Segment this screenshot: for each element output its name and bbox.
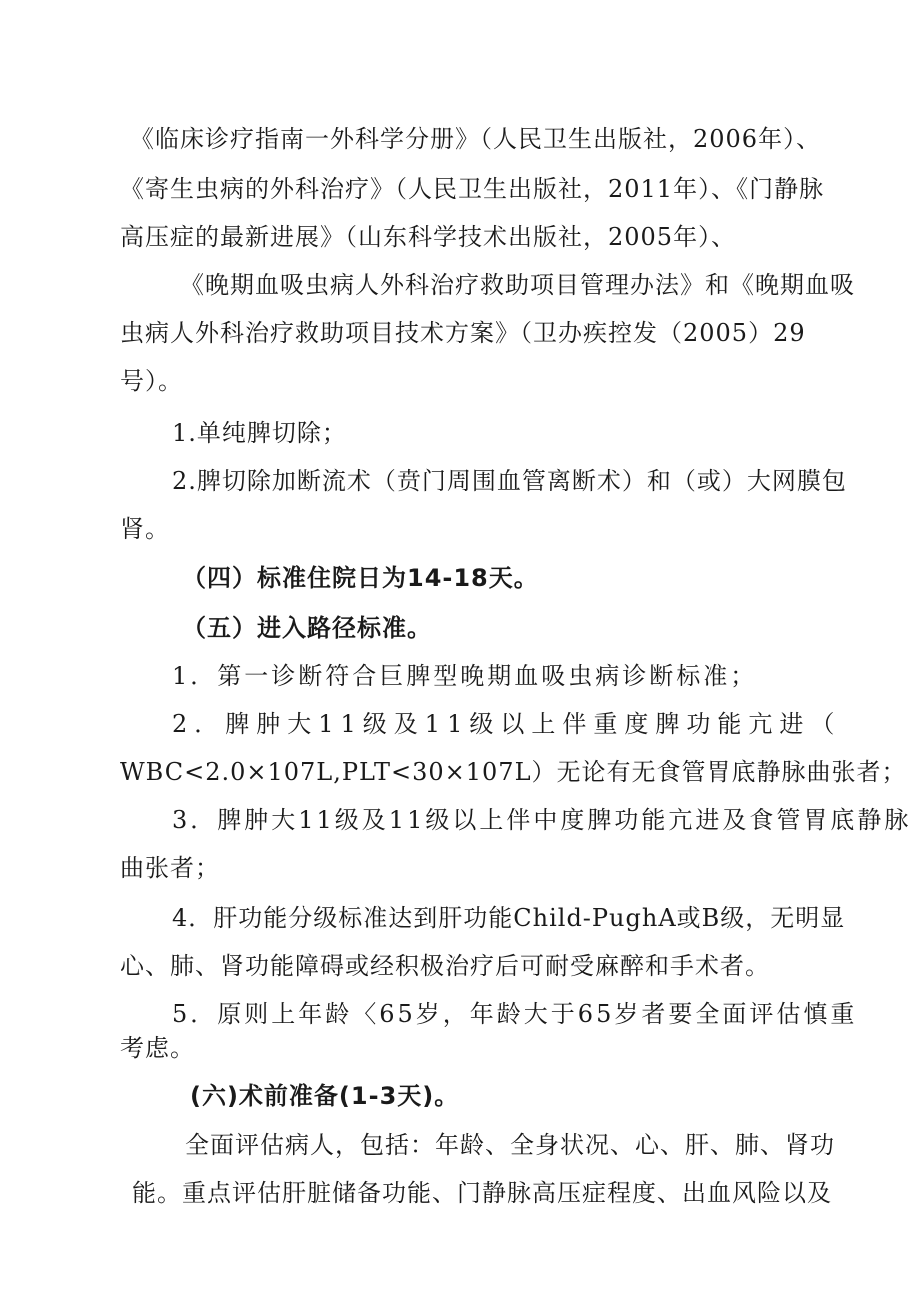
criterion-1: 1．第一诊断符合巨脾型晚期血吸虫病诊断标准；: [172, 662, 758, 690]
section-6-heading: (六)术前准备(1-3天)。: [190, 1082, 460, 1110]
reference-line-1: 《临床诊疗指南一外科学分册》（人民卫生出版社，2006年）、: [130, 125, 822, 153]
surgery-option-2-line-2: 肾。: [120, 515, 170, 543]
criterion-3-line-2: 曲张者；: [120, 854, 220, 882]
section-4-heading: （四）标准住院日为14-18天。: [182, 564, 539, 592]
section-6-paragraph-line-2: 能。重点评估肝脏储备功能、门静脉高压症程度、出血风险以及: [132, 1179, 832, 1207]
reference-line-5: 虫病人外科治疗救助项目技术方案》（卫办疾控发（2005）29: [120, 319, 806, 347]
criterion-2-line-2: WBC<2.0×107L,PLT<30×107L）无论有无食管胃底静脉曲张者；: [120, 758, 907, 786]
surgery-option-1: 1.单纯脾切除；: [172, 419, 347, 447]
criterion-5-line-1: 5．原则上年龄〈65岁，年龄大于65岁者要全面评估慎重: [172, 1000, 858, 1028]
criterion-2-line-1: 2．脾肿大11级及11级以上伴重度脾功能亢进（: [172, 710, 842, 738]
reference-line-2: 《寄生虫病的外科治疗》（人民卫生出版社，2011年）、《门静脉: [120, 175, 825, 203]
criterion-5-line-2: 考虑。: [120, 1034, 195, 1062]
section-5-heading: （五）进入路径标准。: [182, 614, 432, 642]
reference-line-3: 高压症的最新进展》（山东科学技术出版社，2005年）、: [120, 223, 737, 251]
criterion-4-line-2: 心、肺、肾功能障碍或经积极治疗后可耐受麻醉和手术者。: [120, 952, 770, 980]
surgery-option-2-line-1: 2.脾切除加断流术（贲门周围血管离断术）和（或）大网膜包: [172, 467, 847, 495]
reference-line-4: 《晚期血吸虫病人外科治疗救助项目管理办法》和《晚期血吸: [180, 271, 855, 299]
reference-line-6: 号）。: [120, 367, 183, 395]
section-6-paragraph-line-1: 全面评估病人，包括：年龄、全身状况、心、肝、肺、肾功: [185, 1131, 835, 1159]
criterion-3-line-1: 3．脾肿大11级及11级以上伴中度脾功能亢进及食管胃底静脉: [172, 806, 912, 834]
criterion-4-line-1: 4．肝功能分级标准达到肝功能Child-PughA或B级，无明显: [172, 904, 846, 932]
